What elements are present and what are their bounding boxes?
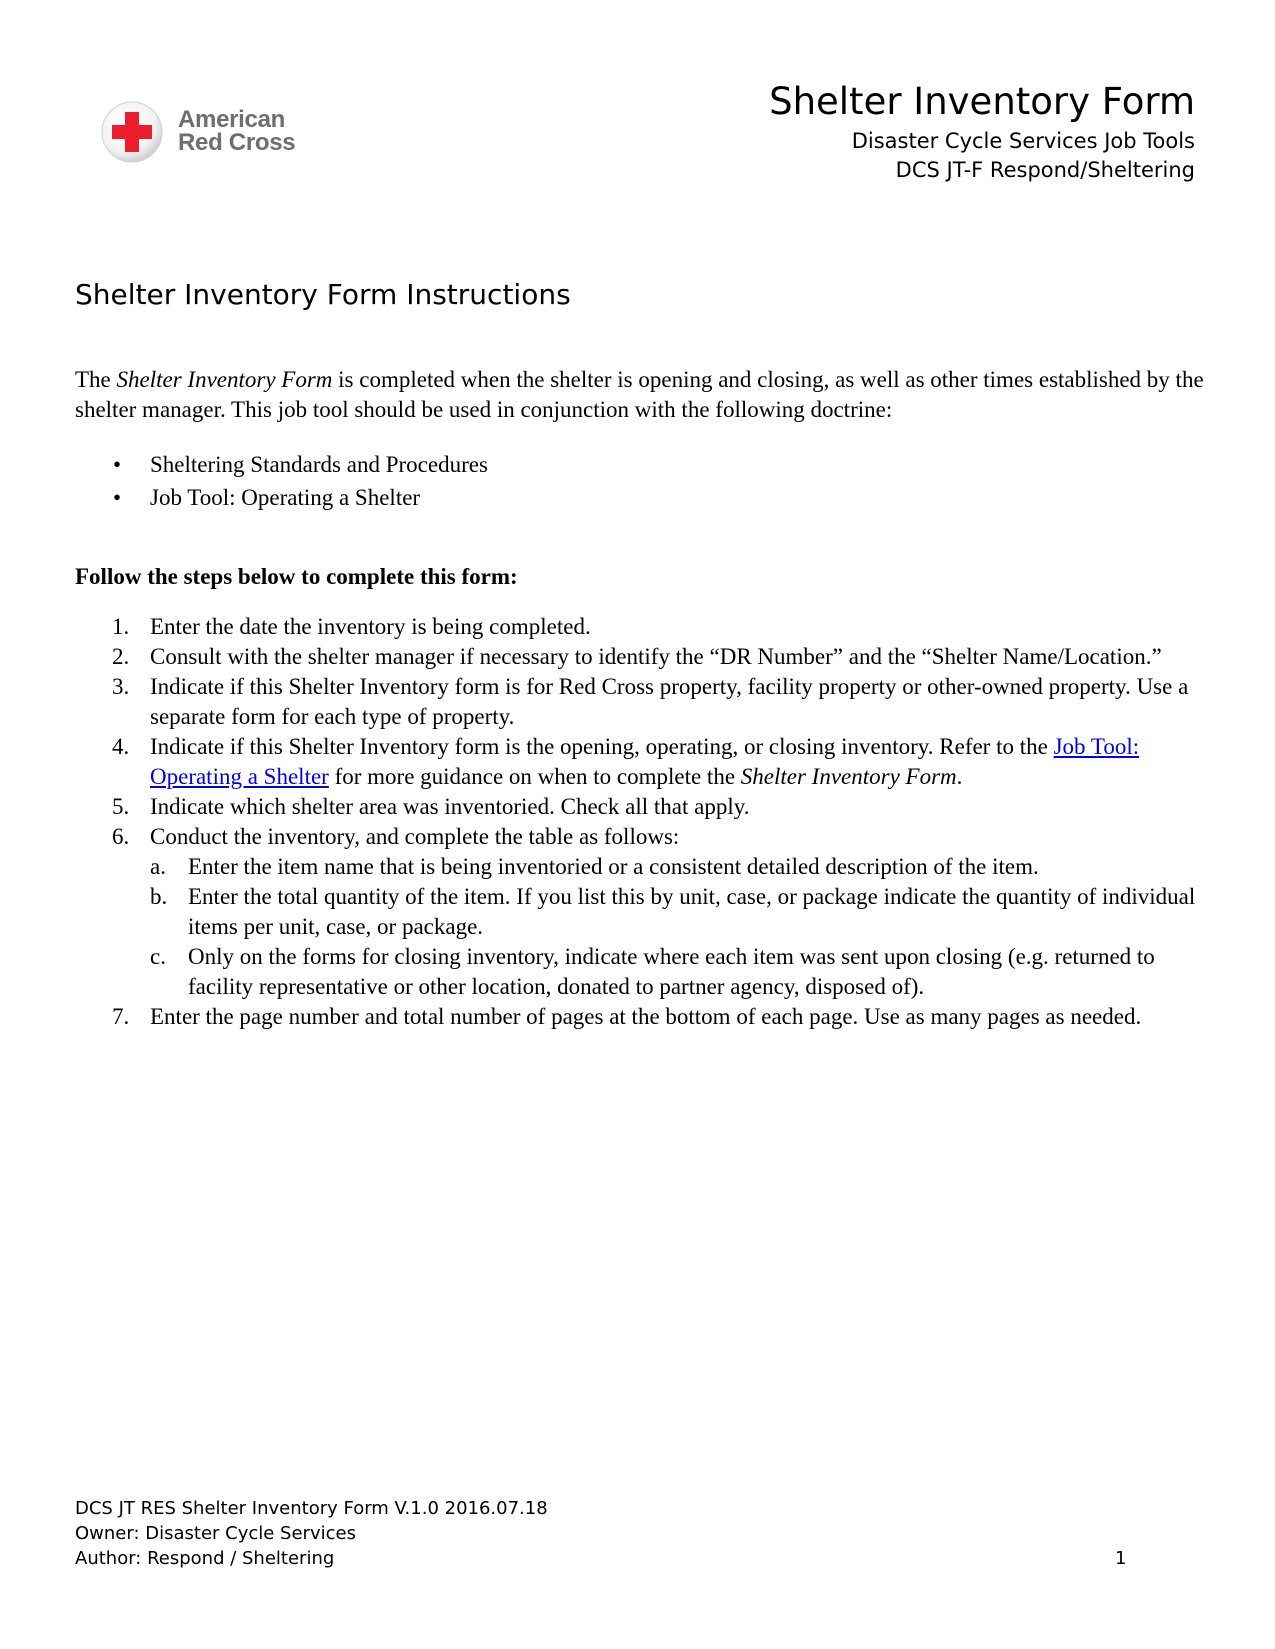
logo-text-line1: American bbox=[178, 106, 285, 133]
operating-shelter-link[interactable]: Job Tool: Operating a Shelter bbox=[150, 734, 1140, 789]
step-item bbox=[75, 822, 1220, 1002]
step-item bbox=[75, 1002, 1220, 1032]
step-form-name: Shelter Inventory Form bbox=[740, 764, 957, 789]
logo-text-line2: Red Cross bbox=[178, 129, 296, 156]
sub-step-text: Enter the total quantity of the item. If you list this by unit, case, or package indicate the quantity of individual items per unit, case, or package. bbox=[188, 884, 1196, 939]
intro-suffix: is completed when the shelter is opening and closing, as well as other times established by the shelter manager. This job tool should be used in conjunction with the following doctrine: bbox=[75, 367, 1204, 422]
red-cross-emblem-icon bbox=[100, 100, 164, 164]
step-text-before: Indicate if this Shelter Inventory form is the opening, operating, or closing inventory. Refer to the bbox=[150, 734, 1054, 759]
document-title: Shelter Inventory Form bbox=[769, 80, 1195, 123]
bullet-icon: • bbox=[113, 485, 122, 510]
document-code: DCS JT-F Respond/Sheltering bbox=[895, 158, 1195, 182]
footer-owner: Owner: Disaster Cycle Services bbox=[75, 1523, 356, 1544]
step-item bbox=[75, 612, 1220, 642]
intro-paragraph bbox=[75, 365, 1205, 425]
page-footer bbox=[75, 1496, 548, 1571]
step-text: Indicate which shelter area was inventoried. Check all that apply. bbox=[150, 794, 750, 819]
document-subtitle: Disaster Cycle Services Job Tools bbox=[851, 129, 1195, 153]
step-number: 7. bbox=[112, 1004, 130, 1029]
intro-form-name: Shelter Inventory Form bbox=[116, 367, 333, 392]
step-number: 3. bbox=[112, 674, 130, 699]
doctrine-list bbox=[75, 448, 488, 514]
step-item bbox=[75, 642, 1220, 672]
doctrine-item-text: Job Tool: Operating a Shelter bbox=[150, 485, 421, 510]
step-item bbox=[75, 792, 1220, 822]
list-item bbox=[75, 481, 488, 514]
step-number: 5. bbox=[112, 794, 130, 819]
steps-heading: Follow the steps below to complete this form: bbox=[75, 564, 518, 589]
step-text: Consult with the shelter manager if necessary to identify the “DR Number” and the “Shelter Name/Location.” bbox=[150, 644, 1162, 669]
step-number: 1. bbox=[112, 614, 130, 639]
step-text: Enter the page number and total number of pages at the bottom of each page. Use as many pages as needed. bbox=[150, 1004, 1142, 1029]
page-number: 1 bbox=[1115, 1548, 1127, 1569]
sub-step-item bbox=[150, 942, 1220, 1002]
step-number: 6. bbox=[112, 824, 130, 849]
sub-step-letter: b. bbox=[150, 884, 168, 909]
sub-step-item bbox=[150, 852, 1220, 882]
step-number: 2. bbox=[112, 644, 130, 669]
sub-step-letter: c. bbox=[150, 944, 166, 969]
step-item bbox=[75, 672, 1220, 732]
red-cross-logo bbox=[100, 100, 300, 164]
list-item bbox=[75, 448, 488, 481]
instructions-heading: Shelter Inventory Form Instructions bbox=[75, 278, 571, 311]
step-number: 4. bbox=[112, 734, 130, 759]
bullet-icon: • bbox=[113, 452, 122, 477]
sub-step-item bbox=[150, 882, 1220, 942]
doctrine-item-text: Sheltering Standards and Procedures bbox=[150, 452, 488, 477]
sub-step-text: Only on the forms for closing inventory, indicate where each item was sent upon closing (e.g. returned to facility representative or other location, donated to partner agency, disposed of). bbox=[188, 944, 1155, 999]
sub-step-letter: a. bbox=[150, 854, 166, 879]
sub-steps-list bbox=[150, 852, 1220, 1002]
step-item bbox=[75, 732, 1220, 792]
footer-version: DCS JT RES Shelter Inventory Form V.1.0 2016.07.18 bbox=[75, 1498, 548, 1519]
intro-prefix: The bbox=[75, 367, 117, 392]
footer-author: Author: Respond / Sheltering bbox=[75, 1548, 335, 1569]
steps-list bbox=[75, 612, 1220, 1032]
step-text-mid: for more guidance on when to complete the bbox=[328, 764, 741, 789]
step-text: Enter the date the inventory is being completed. bbox=[150, 614, 591, 639]
step-text: Conduct the inventory, and complete the table as follows: bbox=[150, 824, 680, 849]
step-text-after: . bbox=[956, 764, 963, 789]
step-text: Indicate if this Shelter Inventory form is for Red Cross property, facility property or other-owned property. Use a separate form for each type of property. bbox=[150, 674, 1189, 729]
sub-step-text: Enter the item name that is being inventoried or a consistent detailed description of the item. bbox=[188, 854, 1039, 879]
